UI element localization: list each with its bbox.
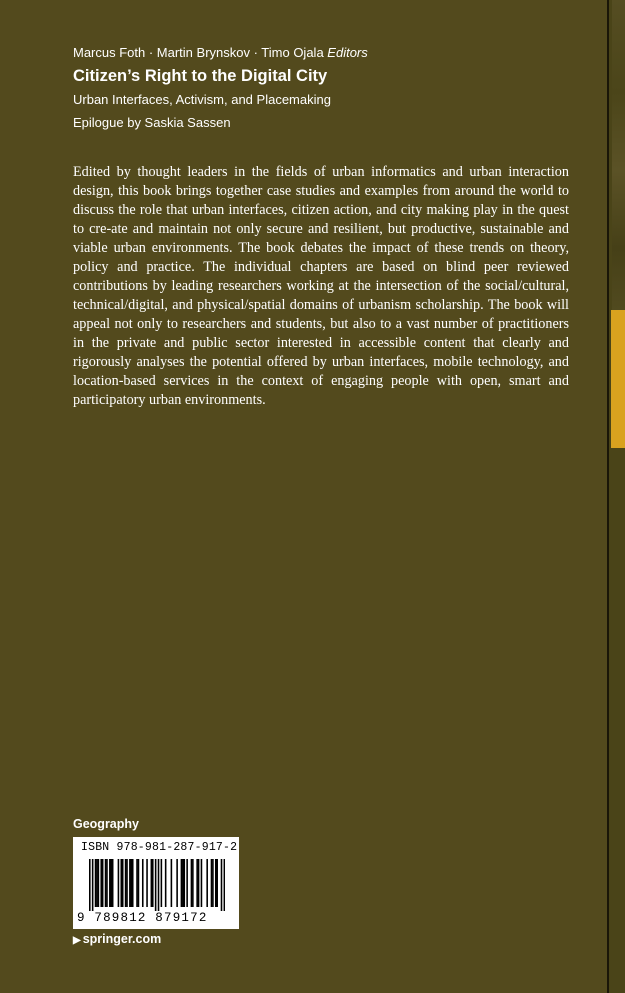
book-subtitle: Urban Interfaces, Activism, and Placemaking (73, 92, 331, 107)
publisher-url: springer.com (82, 932, 162, 946)
barcode-bar (206, 859, 208, 907)
barcode-bar (138, 859, 140, 907)
barcode-bar (158, 859, 160, 911)
barcode-bar (89, 859, 91, 911)
barcode-bar (152, 859, 154, 907)
barcode-bar (120, 859, 122, 907)
barcode-bar (125, 859, 127, 907)
book-header (73, 44, 593, 131)
barcode-bar (198, 859, 200, 907)
barcode-bar (196, 859, 198, 907)
isbn-label: ISBN 978-981-287-917-2 (81, 841, 238, 854)
barcode-bar (129, 859, 131, 907)
barcode-bar (191, 859, 193, 907)
barcode-bar (106, 859, 108, 907)
barcode-bar (165, 859, 167, 907)
editors-names: Marcus Foth · Martin Brynskov · Timo Ojala (73, 45, 324, 60)
epilogue-credit: Epilogue by Saskia Sassen (73, 115, 231, 130)
barcode-bar (96, 859, 98, 907)
barcode-bar (171, 859, 173, 907)
barcode-bar (176, 859, 178, 907)
barcode-bar (105, 859, 107, 907)
barcode-bar (224, 859, 225, 911)
barcode-bar (161, 859, 163, 907)
barcode-bar (211, 859, 213, 907)
barcode-bar (146, 859, 148, 907)
barcode-bar (109, 859, 111, 907)
barcode-bar (221, 859, 223, 911)
barcode-bar (110, 859, 112, 907)
spine-texture (612, 0, 625, 310)
barcode-bar (98, 859, 100, 907)
barcode-bar (215, 859, 217, 907)
barcode-bar (132, 859, 134, 907)
barcode-bars (89, 859, 225, 911)
subject-category: Geography (73, 817, 139, 831)
barcode-bar (118, 859, 120, 907)
barcode-bar (181, 859, 183, 907)
editors-role: Editors (327, 45, 368, 60)
spine-accent-band (611, 310, 625, 448)
barcode-bar (201, 859, 203, 907)
isbn-barcode (73, 837, 239, 929)
arrow-right-icon: ▶ (73, 935, 81, 946)
barcode-bar (126, 859, 128, 907)
barcode-bar (192, 859, 194, 907)
barcode-bar (142, 859, 144, 907)
editors-line (73, 44, 593, 61)
barcode-bar (136, 859, 138, 907)
barcode-digits: 9 789812 879172 (77, 911, 208, 925)
barcode-bar (102, 859, 104, 907)
publisher-link[interactable] (73, 932, 161, 946)
barcode-bar (186, 859, 188, 907)
barcode-bar (216, 859, 218, 907)
barcode-bar (95, 859, 97, 907)
barcode-bar (212, 859, 214, 907)
barcode-bar (92, 859, 94, 911)
barcode-bar (112, 859, 114, 907)
barcode-bar (183, 859, 185, 907)
barcode-bar (122, 859, 124, 907)
barcode-bar (131, 859, 133, 907)
barcode-bar (182, 859, 184, 907)
book-description: Edited by thought leaders in the fields of urban informatics and urban interaction design, this book brings together case studies and examples from around the world to discuss the role that urban interfaces, citizen action, and city making play in the quest to cre-ate and maintain not only secure and resilient, but productive, sustainable and viable urban environments. The book debates the impact of these trends on theory, policy and practice. The individual chapters are based on blind peer reviewed contributions by leading researchers working at the intersection of the social/cultural, technical/digital, and physical/spatial domains of urbanism scholarship. The book will appeal not only to researchers and students, but also to a vast number of practitioners in the private and public sector interested in accessible content that clearly and rigorously analyses the potential offered by urban interfaces, mobile technology, and location-based services in the context of engaging people with open, smart and participatory urban environments. (73, 164, 569, 408)
book-title: Citizen’s Right to the Digital City (73, 67, 328, 85)
barcode-bar (100, 859, 102, 907)
barcode-bar (155, 859, 157, 911)
barcode-bar (151, 859, 153, 907)
